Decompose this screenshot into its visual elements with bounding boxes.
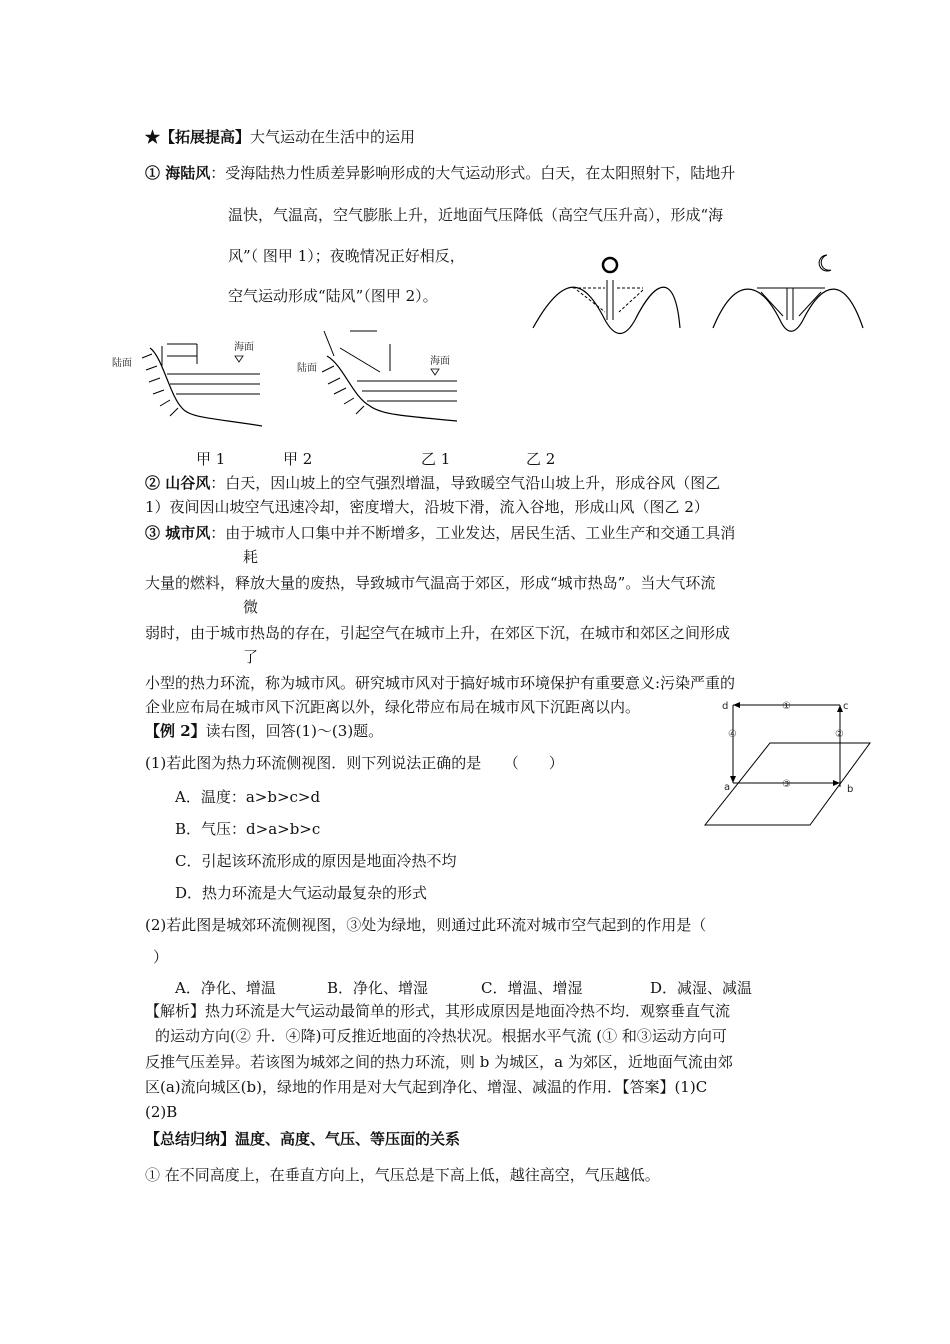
question-2-end: ）: [153, 948, 169, 966]
city-line5: 企业应布局在城市风下沉距离以外，绿化带应布局在城市风下沉距离以内。: [145, 698, 641, 716]
analysis-line1: 【解析】热力环流是大气运动最简单的形式，其形成原因是地面冷热不均．观察垂直气流: [145, 1002, 731, 1020]
circulation-diagram: [700, 695, 870, 830]
flow-4: ④: [728, 729, 737, 740]
sea-land-line3: 风”（ 图甲 1）；夜晚情况正好相反，: [228, 247, 465, 265]
section-title-text: 大气运动在生活中的运用: [250, 128, 416, 146]
sea-land-line2: 温快，气温高，空气膨胀上升，近地面气压降低（高空气压升高），形成“海: [228, 206, 724, 224]
analysis-line5: (2)B: [145, 1103, 178, 1121]
summary-head: 【总结归纳】温度、高度、气压、等压面的关系: [145, 1130, 461, 1148]
analysis-line3: 反推气压差异。若该图为城郊之间的热力环流，则 b 为城区，a 为郊区，近地面气流由郊: [145, 1053, 733, 1071]
point-c: c: [843, 701, 849, 712]
caption-yi2: 乙 2: [526, 450, 556, 468]
caption-jia1: 甲 1: [196, 450, 226, 468]
city-label: ③ 城市风: [145, 524, 211, 542]
analysis-line4: 区(a)流向城区(b)，绿地的作用是对大气起到净化、增湿、减温的作用．【答案】(1)C: [145, 1078, 708, 1096]
caption-jia2: 甲 2: [283, 450, 313, 468]
valley-label: ② 山谷风: [145, 474, 211, 492]
sea-land-label: ① 海陆风: [145, 164, 211, 182]
point-d: d: [722, 701, 729, 712]
city-frag1: 耗: [243, 548, 259, 566]
city-line1: ③ 城市风：由于城市人口集中并不断增多，工业发达，居民生活、工业生产和交通工具消: [145, 524, 736, 542]
q1-option-c: C．引起该环流形成的原因是地面冷热不均: [175, 852, 457, 870]
q1-option-d: D．热力环流是大气运动最复杂的形式: [175, 884, 428, 902]
q2-option-c: C．增温、增湿: [481, 979, 583, 997]
q1-option-b: B．气压：d>a>b>c: [175, 820, 321, 838]
land-label-2: 陆面: [297, 363, 317, 374]
summary-line1: ① 在不同高度上，在垂直方向上，气压总是下高上低，越往高空，气压越低。: [145, 1166, 660, 1184]
section-title: [145, 127, 415, 147]
land-label-1: 陆面: [112, 358, 132, 369]
example-head: 【例 2】读右图，回答(1)～(3)题。: [145, 722, 384, 740]
sea-label-1: 海面: [234, 342, 254, 353]
flow-1: ①: [782, 701, 791, 712]
sea-land-line1: ① 海陆风：受海陆热力性质差异影响形成的大气运动形式。白天，在太阳照射下，陆地升: [145, 164, 736, 182]
valley-line1: ② 山谷风：白天，因山坡上的空气强烈增温，导致暖空气沿山坡上升，形成谷风（图乙: [145, 474, 721, 492]
city-line3: 弱时，由于城市热岛的存在，引起空气在城市上升，在郊区下沉，在城市和郊区之间形成: [145, 624, 731, 642]
valley-line2: 1）夜间因山坡空气迅速冷却，密度增大，沿坡下滑，流入谷地，形成山风（图乙 2）: [145, 498, 709, 516]
city-line4: 小型的热力环流，称为城市风。研究城市风对于搞好城市环境保护有重要意义:污染严重的: [145, 674, 736, 692]
point-a: a: [724, 782, 731, 793]
sea-label-2: 海面: [430, 356, 450, 367]
city-line2: 大量的燃料，释放大量的废热，导致城市气温高于郊区，形成“城市热岛”。当大气环流: [145, 574, 716, 592]
valley-diagrams: [525, 250, 870, 340]
question-2: (2)若此图是城郊环流侧视图，③处为绿地，则通过此环流对城市空气起到的作用是（: [145, 916, 707, 934]
moon-icon: [819, 255, 831, 271]
q2-option-a: A．净化、增温: [175, 979, 276, 997]
city-frag2: 微: [243, 598, 259, 616]
sea-land-diagrams: [112, 326, 472, 438]
q2-option-b: B．净化、增湿: [327, 979, 429, 997]
q1-option-a: A．温度：a>b>c>d: [175, 788, 321, 806]
point-b: b: [847, 784, 854, 795]
sea-land-line4: 空气运动形成“陆风”（图甲 2）。: [228, 287, 438, 305]
question-1: (1)若此图为热力环流侧视图．则下列说法正确的是 （ ）: [145, 754, 564, 772]
section-title-head: ★【拓展提高】: [145, 128, 251, 146]
caption-yi1: 乙 1: [421, 450, 451, 468]
flow-3: ③: [782, 779, 791, 790]
flow-2: ②: [835, 729, 844, 740]
analysis-line2: 的运动方向(② 升．④降)可反推近地面的冷热状况。根据水平气流 (① 和③运动方向可: [155, 1027, 727, 1045]
city-frag3: 了: [243, 648, 259, 666]
sun-icon: [603, 258, 617, 272]
q2-option-d: D．减湿、减温: [650, 979, 753, 997]
